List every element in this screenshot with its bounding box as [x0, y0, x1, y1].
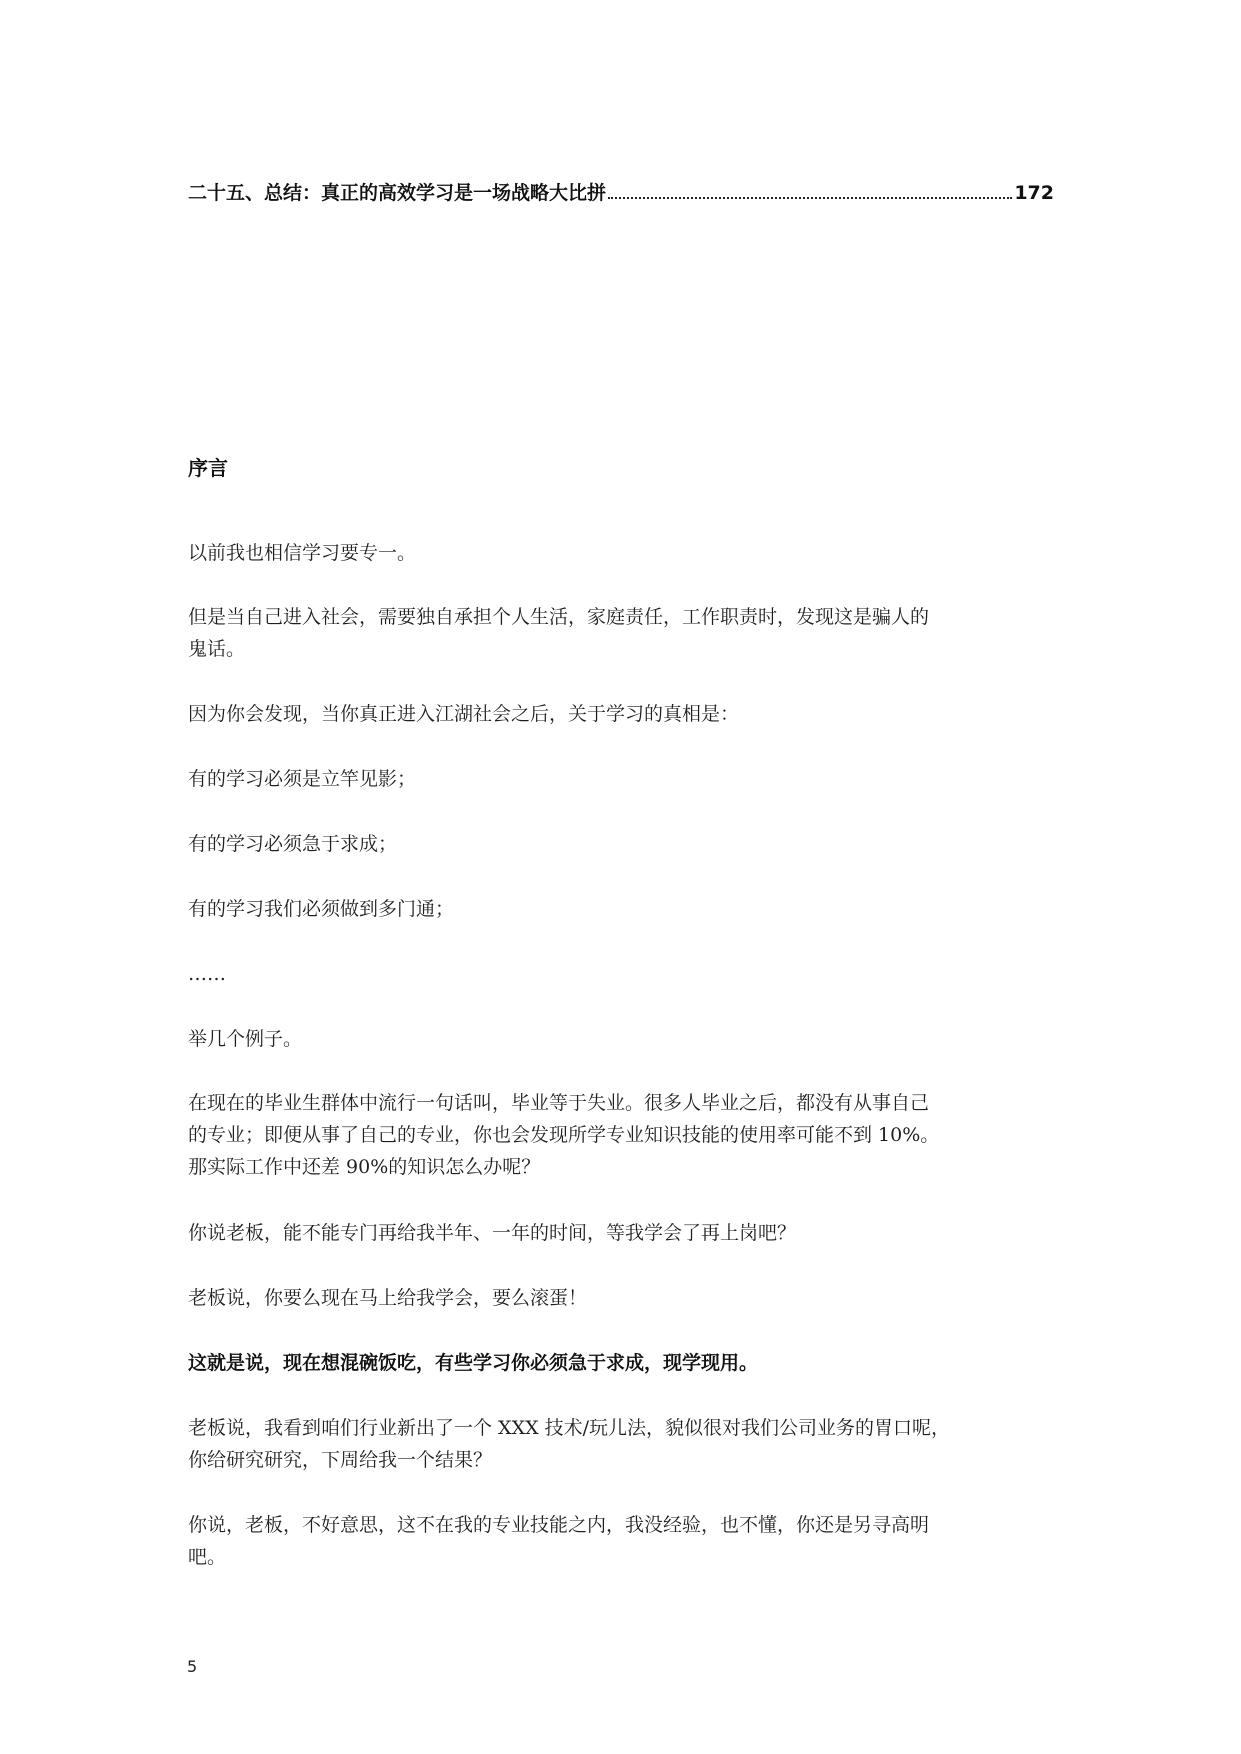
paragraph-line: 你说老板，能不能专门再给我半年、一年的时间，等我学会了再上岗吧？ [188, 1222, 797, 1244]
toc-dot-leader [608, 196, 1012, 199]
paragraph [188, 537, 1054, 569]
paragraph-line: 有的学习我们必须做到多门通； [188, 898, 455, 920]
paragraph [188, 1217, 1054, 1249]
paragraph-line: 的专业；即便从事了自己的专业，你也会发现所学专业知识技能的使用率可能不到 10%。 [188, 1124, 940, 1146]
paragraph [188, 601, 1054, 665]
paragraph-line: 吧。 [188, 1546, 227, 1568]
paragraph-line: 有的学习必须是立竿见影； [188, 768, 417, 790]
paragraph-line: …… [188, 963, 226, 985]
paragraph [188, 763, 1054, 795]
paragraph-line: 以前我也相信学习要专一。 [188, 542, 417, 564]
paragraph [188, 698, 1054, 730]
paragraph-line: 但是当自己进入社会，需要独自承担个人生活，家庭责任，工作职责时，发现这是骗人的 [188, 606, 930, 628]
toc-entry-page-number: 172 [1014, 182, 1054, 204]
paragraph [188, 1412, 1054, 1476]
paragraph-line: 你说，老板，不好意思，这不在我的专业技能之内，我没经验，也不懂，你还是另寻高明 [188, 1514, 930, 1536]
paragraph [188, 1087, 1054, 1183]
paragraph-line: 因为你会发现，当你真正进入江湖社会之后，关于学习的真相是： [188, 703, 740, 725]
paragraph-line: 鬼话。 [188, 638, 246, 660]
paragraph-line: 老板说，你要么现在马上给我学会，要么滚蛋！ [188, 1287, 588, 1309]
paragraph [188, 1023, 1054, 1055]
paragraph-line: 这就是说，现在想混碗饭吃，有些学习你必须急于求成，现学现用。 [188, 1352, 759, 1374]
section-heading: 序言 [188, 456, 228, 480]
paragraph-line: 那实际工作中还差 90%的知识怎么办呢？ [188, 1156, 541, 1178]
paragraph-line: 老板说，我看到咱们行业新出了一个 XXX 技术/玩儿法，貌似很对我们公司业务的胃口呢， [188, 1417, 951, 1439]
paragraph [188, 828, 1054, 860]
page-number: 5 [187, 1657, 198, 1676]
paragraph [188, 893, 1054, 925]
paragraph [188, 958, 1054, 990]
paragraph-line: 有的学习必须急于求成； [188, 833, 398, 855]
paragraph-line: 在现在的毕业生群体中流行一句话叫，毕业等于失业。很多人毕业之后，都没有从事自己 [188, 1092, 930, 1114]
toc-entry[interactable] [188, 178, 1054, 205]
paragraph-line: 举几个例子。 [188, 1028, 303, 1050]
toc-entry-title: 二十五、总结：真正的高效学习是一场战略大比拼 [188, 182, 607, 204]
paragraph [188, 1509, 1054, 1573]
emphasis-paragraph [188, 1347, 1054, 1379]
paragraph [188, 1282, 1054, 1314]
paragraph-line: 你给研究研究，下周给我一个结果？ [188, 1449, 493, 1471]
